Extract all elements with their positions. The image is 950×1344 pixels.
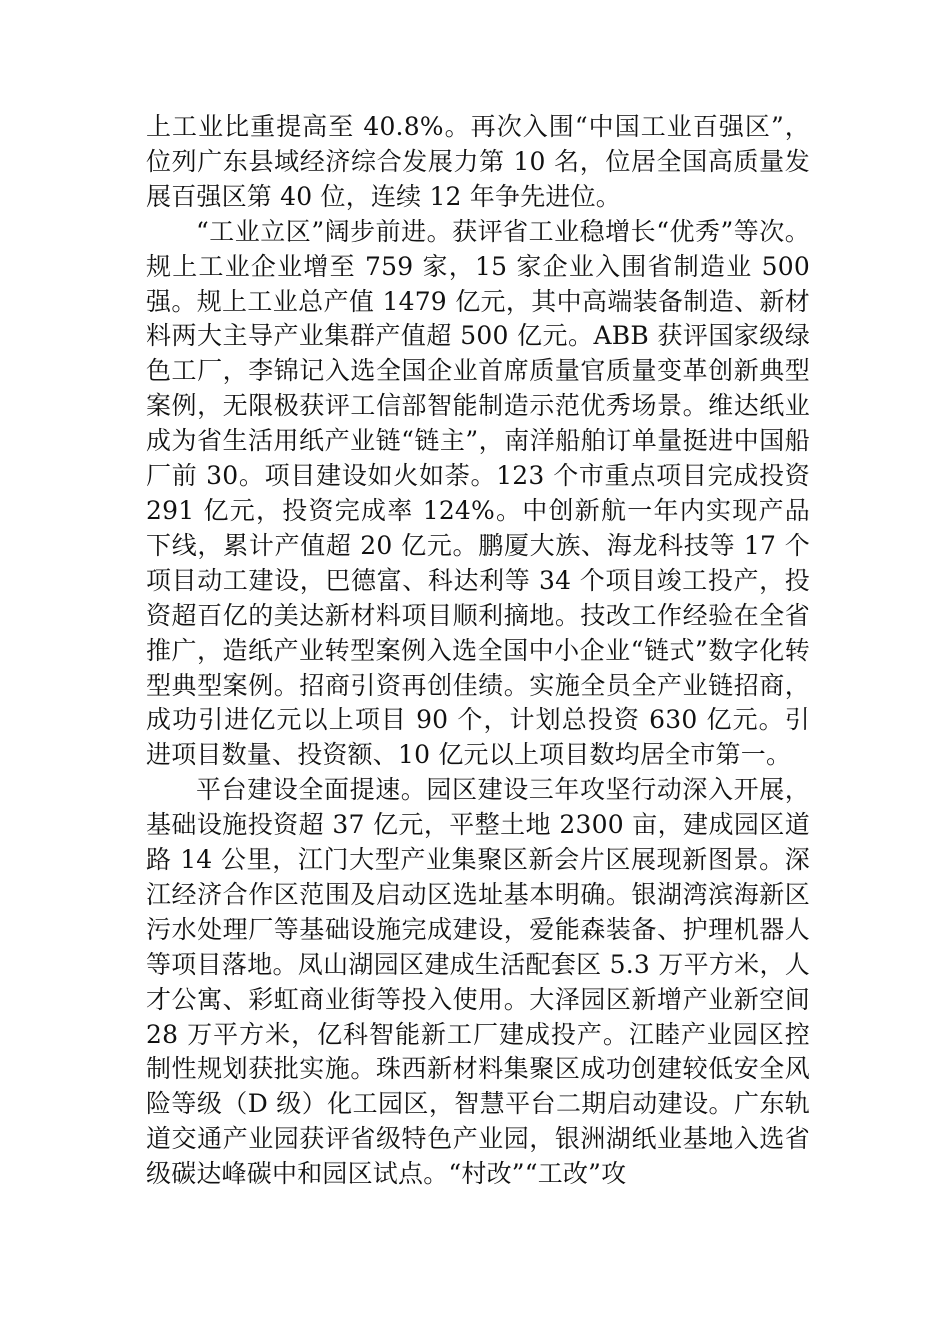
paragraph-1: 上工业比重提高至 40.8%。再次入围“中国工业百强区”，位列广东县域经济综合发展力第 10 名，位居全国高质量发展百强区第 40 位，连续 12 年争先进位。 <box>146 112 810 211</box>
paragraph-2: “工业立区”阔步前进。获评省工业稳增长“优秀”等次。规上工业企业增至 759 家，15 家企业入围省制造业 500 强。规上工业总产值 1479 亿元，其中高端装备制造、新材料两大主导产业集群产值超 500 亿元。ABB 获评国家级绿色工厂，李锦记入选全国企业首席质量官质量变革创新典型案例，无限极获评工信部智能制造示范优秀场景。维达纸业成为省生活用纸产业链“链主”，南洋船舶订单量挺进中国船厂前 30。项目建设如火如荼。123 个市重点项目完成投资 291 亿元，投资完成率 124%。中创新航一年内实现产品下线，累计产值超 20 亿元。鹏厦大族、海龙科技等 17 个项目动工建设，巴德富、科达利等 34 个项目竣工投产，投资超百亿的美达新材料项目顺利摘地。技改工作经验在全省推广，造纸产业转型案例入选全国中小企业“链式”数字化转型典型案例。招商引资再创佳绩。实施全员全产业链招商，成功引进亿元以上项目 90 个，计划总投资 630 亿元。引进项目数量、投资额、10 亿元以上项目数均居全市第一。 <box>146 216 810 770</box>
paragraph-3: 平台建设全面提速。园区建设三年攻坚行动深入开展，基础设施投资超 37 亿元，平整土地 2300 亩，建成园区道路 14 公里，江门大型产业集聚区新会片区展现新图景。深江经济合作区范围及启动区选址基本明确。银湖湾滨海新区污水处理厂等基础设施完成建设，爱能森装备、护理机器人等项目落地。凤山湖园区建成生活配套区 5.3 万平方米，人才公寓、彩虹商业街等投入使用。大泽园区新增产业新空间 28 万平方米，亿科智能新工厂建成投产。江睦产业园区控制性规划获批实施。珠西新材料集聚区成功创建较低安全风险等级（D 级）化工园区，智慧平台二期启动建设。广东轨道交通产业园获评省级特色产业园，银洲湖纸业基地入选省级碳达峰碳中和园区试点。“村改”“工改”攻 <box>146 775 810 1189</box>
document-body <box>146 110 810 1192</box>
